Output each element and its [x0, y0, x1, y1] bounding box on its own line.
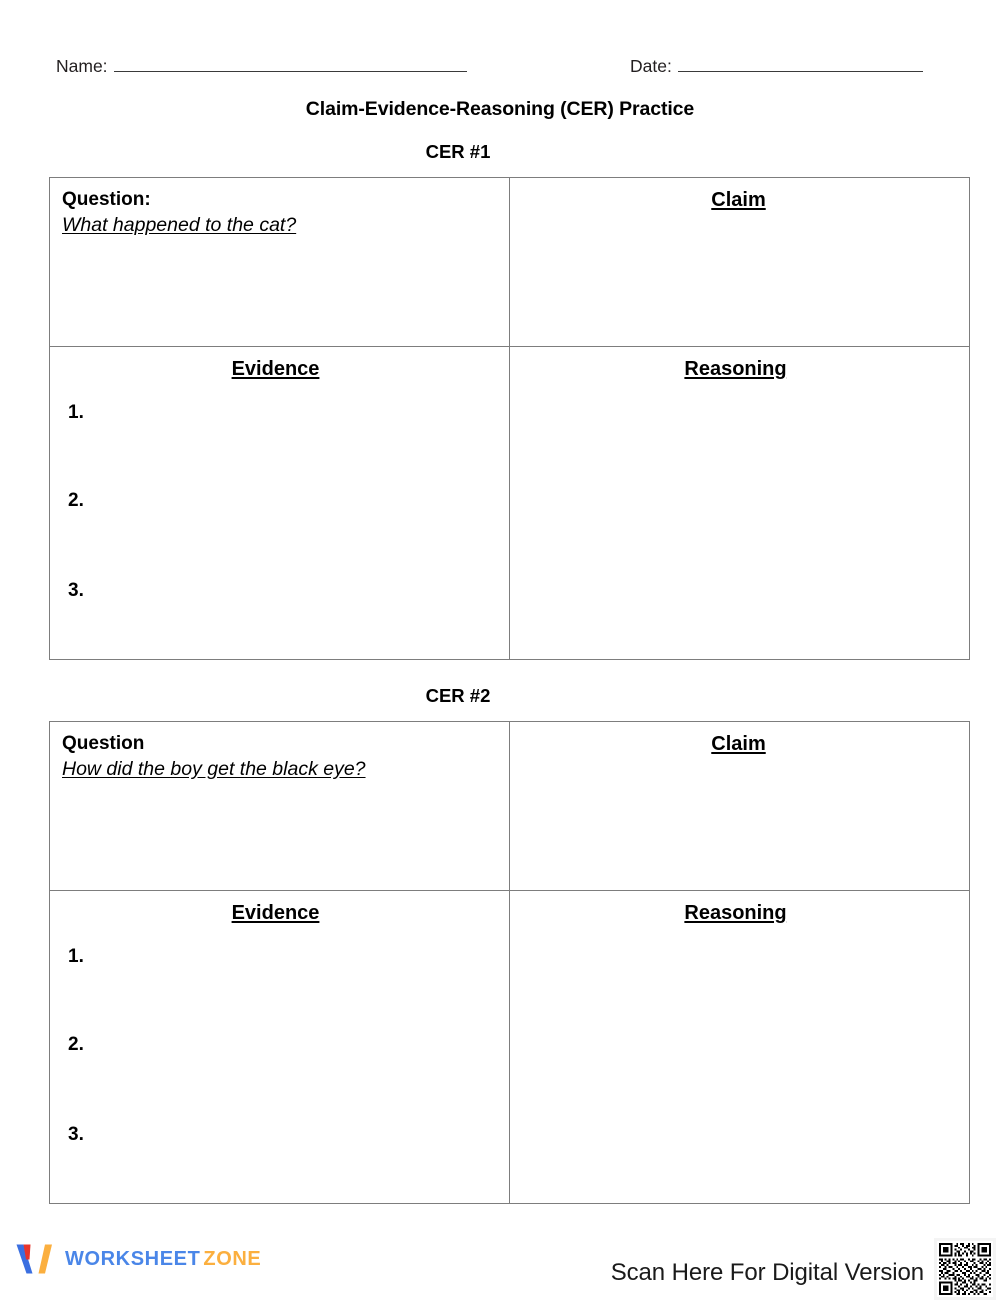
- claim-cell-2[interactable]: [510, 722, 970, 891]
- worksheetzone-logo[interactable]: [14, 1242, 261, 1276]
- reasoning-heading-1: Reasoning: [684, 358, 787, 380]
- claim-heading-2: Claim: [711, 733, 766, 755]
- date-write-line[interactable]: [678, 58, 923, 72]
- table-row-question-1: [50, 178, 970, 347]
- page-footer: [0, 1222, 1000, 1294]
- evidence-list-2: [62, 925, 495, 1195]
- claim-cell-1[interactable]: [510, 178, 970, 347]
- date-label: Date:: [630, 56, 672, 76]
- table-row-evidence-1: [50, 347, 970, 660]
- question-label-2: Question: [62, 733, 145, 754]
- question-text-2: How did the boy get the black eye?: [62, 757, 366, 780]
- brand-text: [65, 1249, 261, 1269]
- brand-text-zone: ZONE: [203, 1248, 262, 1270]
- evidence-heading-1: Evidence: [231, 358, 320, 380]
- question-cell-1[interactable]: [50, 178, 510, 347]
- reasoning-cell-2[interactable]: [510, 891, 970, 1204]
- list-item[interactable]: 1.: [68, 946, 84, 967]
- name-field-group: [56, 56, 467, 77]
- page-title: Claim-Evidence-Reasoning (CER) Practice: [305, 98, 695, 120]
- reasoning-heading-2: Reasoning: [684, 902, 787, 924]
- evidence-heading-2: Evidence: [231, 902, 320, 924]
- date-field-group: [630, 56, 923, 77]
- list-item[interactable]: 2.: [68, 490, 84, 511]
- list-item[interactable]: 2.: [68, 1034, 84, 1055]
- question-label-1: Question:: [62, 189, 151, 210]
- reasoning-cell-1[interactable]: [510, 347, 970, 660]
- table-row-evidence-2: [50, 891, 970, 1204]
- name-label: Name:: [56, 56, 108, 76]
- name-write-line[interactable]: [114, 58, 467, 72]
- qr-code-svg: [937, 1241, 993, 1297]
- section-label-cer-1: CER #1: [425, 141, 491, 162]
- table-row-question-2: [50, 722, 970, 891]
- section-label-cer-2: CER #2: [425, 685, 491, 706]
- question-text-1: What happened to the cat?: [62, 213, 297, 236]
- scan-text-label: Scan Here For Digital Version: [610, 1259, 924, 1286]
- name-date-row: [0, 56, 1000, 82]
- evidence-list-1: [62, 381, 495, 651]
- list-item[interactable]: 3.: [68, 1124, 84, 1145]
- cer-table-1: [49, 177, 970, 660]
- worksheetzone-logo-icon: [14, 1242, 56, 1276]
- list-item[interactable]: 3.: [68, 580, 84, 601]
- cer-table-2: [49, 721, 970, 1204]
- evidence-cell-1[interactable]: [50, 347, 510, 660]
- scan-for-digital-version[interactable]: [611, 1242, 996, 1304]
- claim-heading-1: Claim: [711, 189, 766, 211]
- list-item[interactable]: 1.: [68, 402, 84, 423]
- question-cell-2[interactable]: [50, 722, 510, 891]
- qr-code-icon[interactable]: [934, 1238, 996, 1300]
- brand-text-worksheet: WORKSHEET: [65, 1248, 201, 1270]
- evidence-cell-2[interactable]: [50, 891, 510, 1204]
